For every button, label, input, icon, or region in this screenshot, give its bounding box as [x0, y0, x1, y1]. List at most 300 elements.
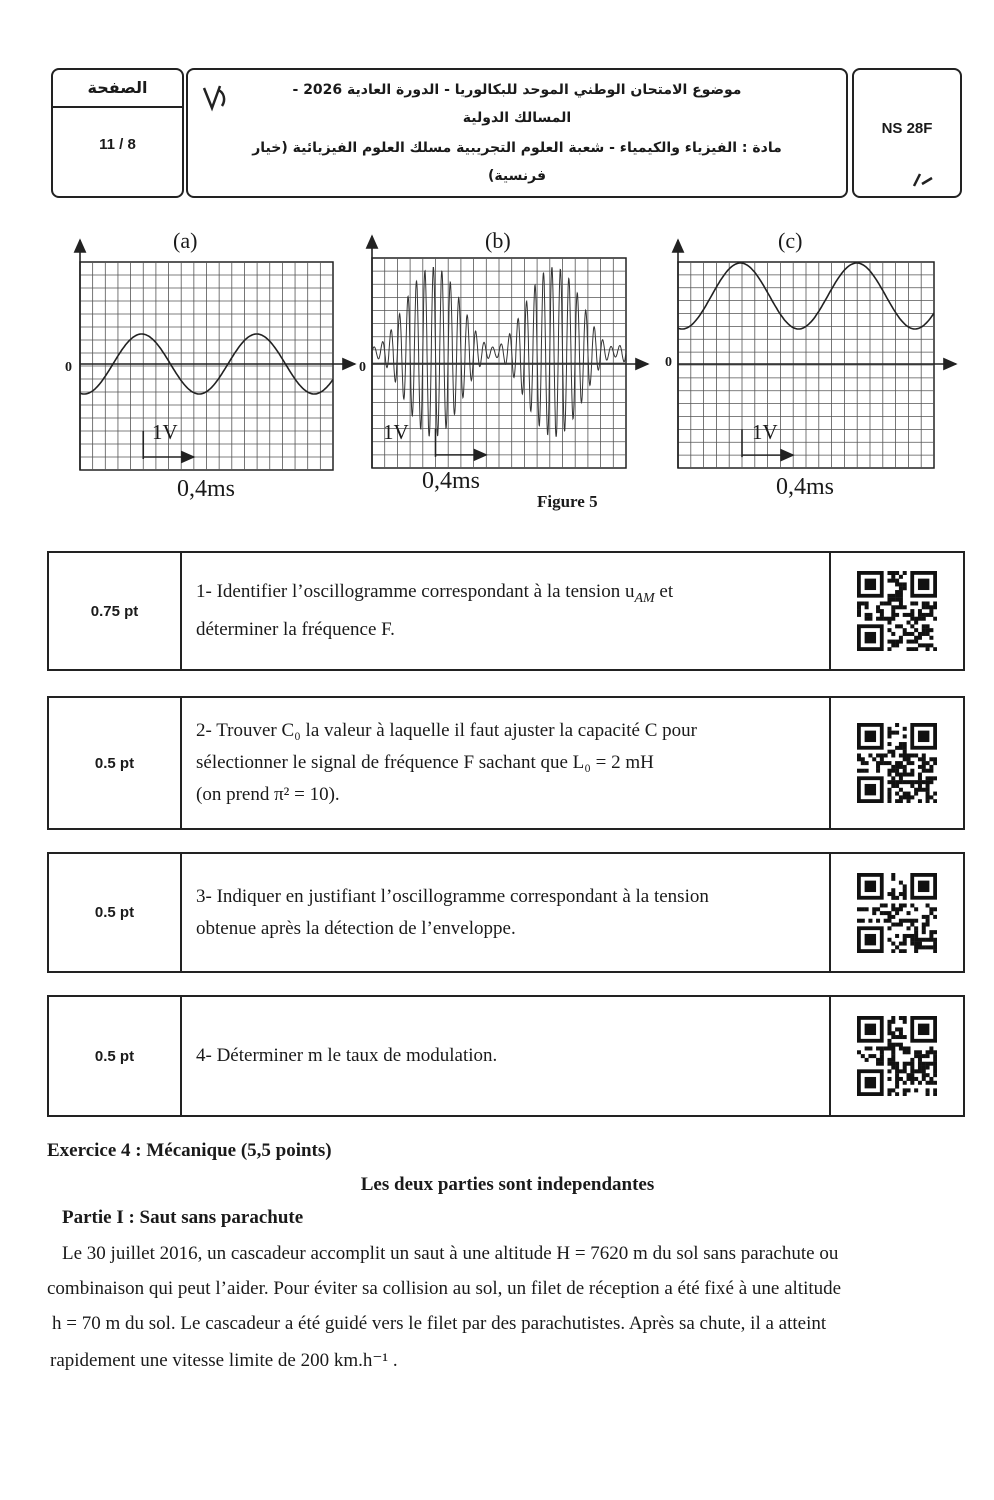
qr-module [899, 761, 903, 765]
qr-module [922, 922, 926, 926]
qr-module [922, 601, 926, 605]
qr-module [933, 949, 937, 953]
qr-module [903, 582, 907, 586]
qr-module [865, 617, 869, 621]
qr-module [907, 1046, 911, 1050]
qr-module [926, 799, 930, 803]
qr-module [891, 1031, 895, 1035]
qr-module [857, 757, 861, 761]
qr-module [880, 757, 884, 761]
qr-module [899, 1031, 903, 1035]
qr-module [876, 1058, 880, 1062]
qr-module [914, 601, 918, 605]
qr-module [914, 780, 918, 784]
qr-module [865, 880, 876, 891]
qr-module [880, 1046, 884, 1050]
qr-module [933, 1054, 937, 1058]
qr-module [865, 605, 869, 609]
qr-module [899, 892, 903, 896]
qr-module [929, 780, 933, 784]
qr-module [876, 617, 880, 621]
qr-module [926, 601, 930, 605]
qr-module [899, 1043, 903, 1047]
qr-module [926, 788, 930, 792]
qr-module [880, 1050, 884, 1054]
qr-module [857, 613, 861, 617]
page-label: الصفحة [87, 78, 148, 97]
qr-module [861, 601, 865, 605]
qr-module [933, 941, 937, 945]
qr-module [929, 757, 933, 761]
qr-module [899, 598, 903, 602]
qr-module [887, 914, 891, 918]
qr-module [903, 571, 907, 575]
question-2-line3: (on prend π² = 10). [196, 784, 340, 805]
qr-module [918, 799, 922, 803]
qr-module [895, 640, 899, 644]
qr-module [903, 605, 907, 609]
qr-module [880, 613, 884, 617]
qr-module [884, 761, 888, 765]
qr-module [887, 937, 891, 941]
qr-module [914, 636, 918, 640]
qr-module [891, 1062, 895, 1066]
qr-module [933, 799, 937, 803]
qr-module [918, 1081, 922, 1085]
qr-module [865, 1058, 869, 1062]
qr-module [903, 888, 907, 892]
qr-module [918, 636, 922, 640]
qr-module [887, 761, 891, 765]
paragraph-line2: combinaison qui peut l’aider. Pour éviter sa collision au sol, un filet de réception a été fixé à une altitude [47, 1278, 842, 1299]
qr-module [880, 1062, 884, 1066]
qr-module [926, 795, 930, 799]
qr-module [918, 1024, 929, 1035]
qr-module [899, 582, 903, 586]
qr-module [857, 605, 861, 609]
qr-module [914, 945, 918, 949]
qr-module [887, 1046, 891, 1050]
qr-module [891, 780, 895, 784]
qr-module [907, 1073, 911, 1077]
qr-module [929, 930, 933, 934]
qr-module [895, 1081, 899, 1085]
qr-module [933, 1073, 937, 1077]
time-scale-a: 0,4ms [177, 476, 236, 502]
qr-module [910, 609, 914, 613]
qr-module [914, 941, 918, 945]
qr-module [861, 907, 865, 911]
qr-module [868, 1054, 872, 1058]
qr-module [895, 746, 899, 750]
qr-module [929, 933, 933, 937]
qr-module [865, 769, 869, 773]
qr-module [876, 907, 880, 911]
qr-module [926, 1088, 930, 1092]
qr-module [918, 780, 922, 784]
qr-module [895, 1066, 899, 1070]
qr-module [914, 1054, 918, 1058]
qr-module [918, 1050, 922, 1054]
qr-module [933, 1058, 937, 1062]
qr-module [926, 903, 930, 907]
qr-module [929, 795, 933, 799]
qr-module [922, 937, 926, 941]
qr-module [903, 765, 907, 769]
qr-module [929, 1046, 933, 1050]
qr-module [929, 613, 933, 617]
paragraph-line1: Le 30 juillet 2016, un cascadeur accomplit un saut à une altitude H = 7620 m du sol sans parachute ou [62, 1243, 839, 1264]
qr-module [918, 731, 929, 742]
figure-label-a: (a) [173, 228, 198, 253]
qr-module [895, 1027, 899, 1031]
qr-module [929, 636, 933, 640]
question-1-line2: déterminer la fréquence F. [196, 619, 395, 641]
qr-module [891, 640, 895, 644]
qr-module [914, 792, 918, 796]
qr-module [910, 1069, 914, 1073]
qr-module [895, 605, 899, 609]
qr-module [910, 1066, 914, 1070]
qr-module [899, 941, 903, 945]
qr-module [914, 937, 918, 941]
qr-module [918, 937, 922, 941]
qr-module [887, 742, 891, 746]
qr-module [903, 586, 907, 590]
qr-module [907, 792, 911, 796]
qr-module [914, 628, 918, 632]
qr-module [895, 1073, 899, 1077]
qr-module [891, 1088, 895, 1092]
qr-module [903, 918, 907, 922]
qr-module [887, 1069, 891, 1073]
qr-module [887, 1077, 891, 1081]
qr-module [895, 582, 899, 586]
qr-module [922, 926, 926, 930]
qr-module [887, 780, 891, 784]
qr-module [910, 780, 914, 784]
qr-module [903, 1088, 907, 1092]
qr-module [865, 1024, 876, 1035]
exercise-subtitle: Les deux parties sont independantes [360, 1174, 655, 1195]
qr-module [914, 1069, 918, 1073]
qr-module [895, 945, 899, 949]
qr-module [933, 930, 937, 934]
qr-module [891, 753, 895, 757]
qr-module [865, 1077, 876, 1088]
qr-module [910, 1077, 914, 1081]
qr-module [918, 941, 922, 945]
qr-module [907, 780, 911, 784]
qr-module [918, 1058, 922, 1062]
part-title: Partie I : Saut sans parachute [62, 1207, 304, 1228]
qr-module [933, 1066, 937, 1070]
qr-module [887, 628, 891, 632]
qr-module [918, 784, 922, 788]
qr-module [929, 628, 933, 632]
qr-module [933, 914, 937, 918]
qr-module [922, 914, 926, 918]
qr-module [922, 757, 926, 761]
qr-module [910, 903, 914, 907]
question-1-line1: 1- Identifier l’oscillogramme correspondant à la tension $u_{AM}$ et [196, 580, 674, 606]
qr-module [895, 598, 899, 602]
qr-module [895, 907, 899, 911]
qr-module [876, 605, 880, 609]
qr-module [907, 753, 911, 757]
paragraph-line4: rapidement une vitesse limite de 200 km.h⁻¹ . [50, 1350, 398, 1371]
qr-module [922, 1077, 926, 1081]
qr-module [895, 1069, 899, 1073]
qr-module [914, 617, 918, 621]
qr-module [926, 643, 930, 647]
qr-module [903, 795, 907, 799]
qr-module [910, 753, 914, 757]
qr-module [895, 723, 899, 727]
qr-module [891, 1043, 895, 1047]
qr-module [861, 1054, 865, 1058]
qr-module [899, 773, 903, 777]
qr-module [891, 609, 895, 613]
qr-module [903, 792, 907, 796]
qr-module [903, 750, 907, 754]
question-3-line2: obtenue après la détection de l’enveloppe. [196, 917, 516, 939]
qr-module [899, 594, 903, 598]
qr-module [899, 795, 903, 799]
qr-module [933, 907, 937, 911]
qr-module [887, 731, 891, 735]
qr-module [895, 773, 899, 777]
qr-module [910, 640, 914, 644]
qr-module [926, 1092, 930, 1096]
qr-module [907, 926, 911, 930]
qr-module [887, 769, 891, 773]
qr-module [891, 914, 895, 918]
qr-module [895, 1043, 899, 1047]
qr-module [895, 792, 899, 796]
qr-module [891, 903, 895, 907]
qr-module [918, 1066, 922, 1070]
qr-module [887, 734, 891, 738]
qr-module [933, 757, 937, 761]
qr-module [891, 1054, 895, 1058]
qr-module [910, 613, 914, 617]
question-3-line1: 3- Indiquer en justifiant l’oscillogramme correspondant à la tension [196, 885, 709, 907]
qr-module [895, 624, 899, 628]
qr-module [918, 579, 929, 590]
qr-module [891, 605, 895, 609]
qr-module [865, 784, 876, 795]
qr-module [914, 1050, 918, 1054]
exam-title-line1: موضوع الامتحان الوطني الموحد للبكالوريا - الدورة العادية 2026 - [292, 82, 742, 98]
qr-module [903, 949, 907, 953]
qr-module [876, 753, 880, 757]
qr-module [872, 1054, 876, 1058]
qr-module [926, 628, 930, 632]
qr-module [887, 1027, 891, 1031]
qr-module [891, 571, 895, 575]
qr-module [918, 1069, 922, 1073]
qr-module [891, 1035, 895, 1039]
qr-module [922, 1073, 926, 1077]
qr-module [899, 586, 903, 590]
qr-module [933, 617, 937, 621]
qr-module [872, 911, 876, 915]
volt-scale-a: 1V [152, 420, 178, 444]
qr-module [907, 640, 911, 644]
qr-module [868, 918, 872, 922]
question-2-points: 0.5 pt [49, 698, 182, 828]
qr-code-icon[interactable] [829, 698, 963, 828]
qr-module [880, 1058, 884, 1062]
qr-module [918, 643, 922, 647]
qr-module [891, 594, 895, 598]
qr-module [914, 1088, 918, 1092]
qr-module [887, 1031, 891, 1035]
qr-code-icon[interactable] [829, 997, 963, 1115]
qr-module [922, 617, 926, 621]
qr-module [887, 647, 891, 651]
qr-module [876, 1046, 880, 1050]
qr-module [903, 895, 907, 899]
qr-module [865, 613, 869, 617]
qr-module [884, 918, 888, 922]
qr-module [887, 1062, 891, 1066]
qr-module [903, 613, 907, 617]
origin-label-c: 0 [665, 355, 672, 370]
qr-module [918, 765, 922, 769]
qr-module [887, 795, 891, 799]
exam-code: NS 28F [881, 120, 933, 137]
qr-module [876, 769, 880, 773]
qr-module [899, 903, 903, 907]
qr-module [926, 624, 930, 628]
qr-module [922, 753, 926, 757]
qr-code-icon[interactable] [829, 553, 963, 669]
qr-module [903, 769, 907, 773]
qr-module [926, 918, 930, 922]
qr-module [914, 647, 918, 651]
qr-module [933, 1069, 937, 1073]
qr-module [903, 892, 907, 896]
qr-module [918, 757, 922, 761]
qr-module [868, 753, 872, 757]
qr-module [910, 1058, 914, 1062]
qr-module [891, 895, 895, 899]
qr-module [907, 911, 911, 915]
qr-code-icon[interactable] [829, 854, 963, 971]
qr-module [929, 1062, 933, 1066]
qr-module [899, 799, 903, 803]
volt-scale-b: 1V [383, 420, 409, 444]
question-3 [47, 852, 965, 973]
qr-module [887, 594, 891, 598]
paragraph-line3: h = 70 m du sol. Le cascadeur a été guidé vers le filet par des parachutistes. Après sa chute, il a atteint [52, 1313, 827, 1334]
qr-module [887, 892, 891, 896]
qr-module [861, 918, 865, 922]
qr-module [933, 1088, 937, 1092]
qr-module [884, 903, 888, 907]
qr-module [891, 888, 895, 892]
qr-module [857, 1050, 861, 1054]
qr-module [922, 1069, 926, 1073]
exam-title-line3: مادة : الفيزياء والكيمياء - شعبة العلوم التجريبية مسلك العلوم الفيزيائية (خيار [252, 140, 782, 156]
qr-module [903, 1081, 907, 1085]
qr-module [891, 575, 895, 579]
qr-module [926, 914, 930, 918]
qr-module [903, 746, 907, 750]
qr-module [865, 761, 869, 765]
qr-module [887, 1043, 891, 1047]
qr-module [918, 773, 922, 777]
time-scale-c: 0,4ms [776, 474, 835, 500]
qr-module [895, 933, 899, 937]
qr-module [926, 937, 930, 941]
qr-module [887, 799, 891, 803]
qr-module [907, 795, 911, 799]
qr-module [914, 907, 918, 911]
qr-module [895, 780, 899, 784]
qr-module [884, 617, 888, 621]
qr-module [887, 579, 891, 583]
qr-module [895, 769, 899, 773]
qr-module [922, 628, 926, 632]
qr-module [929, 907, 933, 911]
qr-module [865, 579, 876, 590]
qr-module [910, 933, 914, 937]
qr-module [891, 769, 895, 773]
qr-module [895, 1035, 899, 1039]
qr-module [899, 949, 903, 953]
exercise-title: Exercice 4 : Mécanique (5,5 points) [47, 1140, 332, 1161]
qr-module [899, 922, 903, 926]
qr-module [895, 922, 899, 926]
qr-module [899, 765, 903, 769]
qr-module [899, 788, 903, 792]
qr-module [914, 640, 918, 644]
qr-module [926, 792, 930, 796]
figure-caption: Figure 5 [537, 492, 598, 511]
qr-module [895, 761, 899, 765]
qr-module [926, 605, 930, 609]
qr-module [899, 907, 903, 911]
qr-module [887, 750, 891, 754]
qr-module [891, 776, 895, 780]
qr-module [880, 753, 884, 757]
qr-module [895, 594, 899, 598]
qr-module [929, 643, 933, 647]
qr-module [929, 1081, 933, 1085]
qr-module [899, 753, 903, 757]
qr-module [891, 632, 895, 636]
qr-module [907, 1088, 911, 1092]
volt-scale-c: 1V [752, 420, 778, 444]
qr-module [910, 761, 914, 765]
qr-module [910, 769, 914, 773]
qr-module [933, 1062, 937, 1066]
qr-module [868, 617, 872, 621]
qr-module [918, 609, 922, 613]
page-number: 11 / 8 [99, 136, 136, 153]
qr-module [926, 1062, 930, 1066]
qr-module [910, 1073, 914, 1077]
qr-module [910, 1081, 914, 1085]
qr-module [876, 761, 880, 765]
qr-module [903, 1016, 907, 1020]
qr-module [933, 1050, 937, 1054]
qr-module [926, 647, 930, 651]
qr-module [895, 895, 899, 899]
